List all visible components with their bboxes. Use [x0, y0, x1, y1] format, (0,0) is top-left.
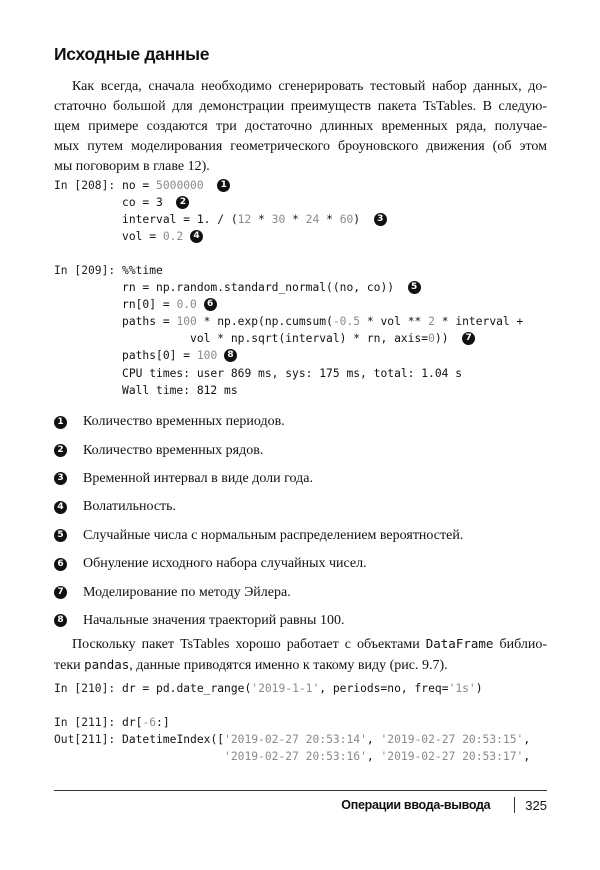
code-text: vol * np.sqrt(interval) * rn, axis=: [190, 332, 429, 346]
code-number: 12: [237, 213, 252, 227]
note-item: [54, 607, 554, 635]
wall-time-output: Wall time: 812 ms: [122, 383, 238, 397]
code-line: [54, 680, 574, 697]
callout-7-icon: 7: [54, 586, 67, 599]
code-cell-210: [54, 680, 574, 697]
code-text: ): [475, 682, 483, 695]
code-line: [54, 731, 574, 748]
code-text: DatetimeIndex([: [122, 733, 225, 747]
note-text: Обнуление исходного набора случайных чисел.: [83, 556, 367, 572]
code-line: [54, 382, 574, 399]
callout-5-icon: 5: [408, 281, 421, 294]
callout-4-icon: 4: [190, 230, 203, 243]
cell-prompt: In [210]:: [54, 682, 116, 695]
code-line: [54, 313, 574, 330]
inline-code: pandas: [84, 657, 130, 672]
footer-section-title: Операции ввода-вывода: [341, 798, 491, 812]
callout-2-icon: 2: [176, 196, 189, 209]
code-line: interval = 1. / (12 * 30 * 24 * 60) 3: [54, 211, 574, 228]
code-text: * interval +: [434, 315, 524, 329]
note-text: Количество временных рядов.: [83, 442, 264, 458]
code-text: * np.exp(np.cumsum(: [196, 315, 333, 329]
cell-prompt: In [209]:: [54, 264, 116, 277]
code-number: 0: [428, 332, 435, 346]
section-heading: Исходные данные: [54, 44, 210, 64]
footer-divider: [514, 797, 515, 813]
callout-1-icon: 1: [217, 179, 230, 192]
code-string: '2019-02-27 20:53:14': [224, 733, 367, 747]
paragraph-text: библио-: [493, 637, 548, 652]
callout-6-icon: 6: [54, 558, 67, 571]
pandas-paragraph: [54, 634, 547, 676]
code-line: [54, 365, 574, 382]
note-text: Временной интервал в виде доли года.: [83, 470, 313, 486]
callout-6-icon: 6: [204, 298, 217, 311]
note-item: [54, 493, 554, 521]
code-line: [54, 228, 574, 245]
intro-paragraph: [54, 77, 547, 177]
inline-code: DataFrame: [425, 636, 494, 651]
callout-3-icon: 3: [374, 213, 387, 226]
intro-line: Как всегда, сначала необходимо сгенерировать тестовый набор данных, до-: [72, 79, 547, 94]
code-number: -6: [142, 716, 157, 729]
paragraph-text: Поскольку пакет TsTables хорошо работает с объектами: [72, 637, 426, 652]
note-text: Моделирование по методу Эйлера.: [83, 584, 291, 600]
code-text: %%time: [122, 264, 163, 277]
code-number: 30: [271, 213, 286, 227]
code-text: ,: [523, 733, 531, 747]
code-line: [54, 177, 574, 194]
code-line: [54, 279, 574, 296]
callout-7-icon: 7: [462, 332, 475, 345]
intro-line: мых путем моделирования геометрического броуновского движения (об этом: [54, 139, 547, 154]
note-item: [54, 578, 554, 606]
code-line: [54, 296, 574, 313]
code-number: 2: [428, 315, 435, 329]
code-text: no =: [122, 179, 157, 192]
code-number: 0.0: [176, 298, 197, 312]
code-string: '2019-1-1': [251, 682, 320, 695]
code-string: '1s': [448, 682, 476, 695]
intro-line: мы поговорим в главе 12).: [54, 159, 210, 174]
callout-3-icon: 3: [54, 472, 67, 485]
cell-prompt: In [208]:: [54, 179, 116, 192]
callout-4-icon: 4: [54, 501, 67, 514]
callout-8-icon: 8: [224, 349, 237, 362]
note-text: Количество временных периодов.: [83, 414, 285, 430]
note-item: [54, 522, 554, 550]
code-text: rn = np.random.standard_normal((no, co)): [122, 281, 395, 295]
intro-line: статочно большой для демонстрации преимуществ пакета TsTables. В следую-: [54, 99, 547, 114]
code-string: '2019-02-27 20:53:16': [224, 750, 367, 764]
code-line: [54, 262, 574, 279]
note-item: [54, 408, 554, 436]
code-text: interval = 1. / (: [122, 213, 238, 227]
code-cell-208: [54, 177, 574, 245]
code-line: [54, 194, 574, 211]
paragraph-text: теки: [54, 658, 85, 673]
note-item: [54, 465, 554, 493]
note-item: [54, 436, 554, 464]
cell-output-prompt: Out[211]:: [54, 733, 116, 747]
note-text: Волатильность.: [83, 499, 177, 515]
code-line: [54, 714, 574, 731]
code-line: [54, 330, 574, 347]
code-text: dr = pd.date_range(: [122, 682, 252, 695]
code-text: ,: [366, 733, 381, 747]
code-text: vol =: [122, 230, 163, 244]
code-line: [54, 748, 574, 765]
code-number: 0.2: [162, 230, 184, 244]
code-text: ,: [523, 750, 531, 764]
callout-5-icon: 5: [54, 529, 67, 542]
paragraph-line: [54, 655, 547, 676]
paragraph-text: , данные приводятся именно к такому виду (рис. 9.7).: [129, 658, 448, 673]
code-text: paths =: [122, 315, 177, 329]
cell-prompt: In [211]:: [54, 716, 116, 729]
code-text: rn[0] =: [122, 298, 177, 312]
code-number: 100: [196, 349, 218, 363]
code-string: '2019-02-27 20:53:15': [380, 733, 524, 747]
code-text: , periods=no, freq=: [319, 682, 449, 695]
callout-8-icon: 8: [54, 614, 67, 627]
page-footer: [341, 797, 547, 813]
footer-rule: [54, 790, 547, 791]
note-text: Случайные числа с нормальным распределением вероятностей.: [83, 527, 464, 543]
callout-1-icon: 1: [54, 416, 67, 429]
code-number: 60: [339, 213, 354, 227]
code-text: dr[: [122, 716, 143, 729]
code-number: 100: [176, 315, 197, 329]
paragraph-line: [54, 634, 547, 655]
note-text: Начальные значения траекторий равны 100.: [83, 612, 345, 628]
code-cell-209: [54, 262, 574, 399]
code-number: 5000000: [156, 179, 204, 192]
code-string: '2019-02-27 20:53:17': [380, 750, 524, 764]
callout-2-icon: 2: [54, 444, 67, 457]
code-cell-211: [54, 714, 574, 765]
code-text: :]: [156, 716, 170, 729]
page-number: 325: [525, 797, 547, 813]
note-item: [54, 550, 554, 578]
callout-notes: [54, 408, 554, 635]
code-line: [54, 347, 574, 364]
code-text: )): [434, 332, 449, 346]
code-number: -0.5: [332, 315, 361, 329]
code-text: * vol **: [360, 315, 429, 329]
cpu-times-output: CPU times: user 869 ms, sys: 175 ms, total: 1.04 s: [122, 366, 463, 380]
intro-line: щем примере создаются три достаточно длинных временных ряда, получае-: [54, 119, 547, 134]
code-text: paths[0] =: [122, 349, 197, 363]
code-number: 24: [305, 213, 320, 227]
code-text: co = 3: [122, 196, 163, 210]
code-text: ,: [366, 750, 381, 764]
